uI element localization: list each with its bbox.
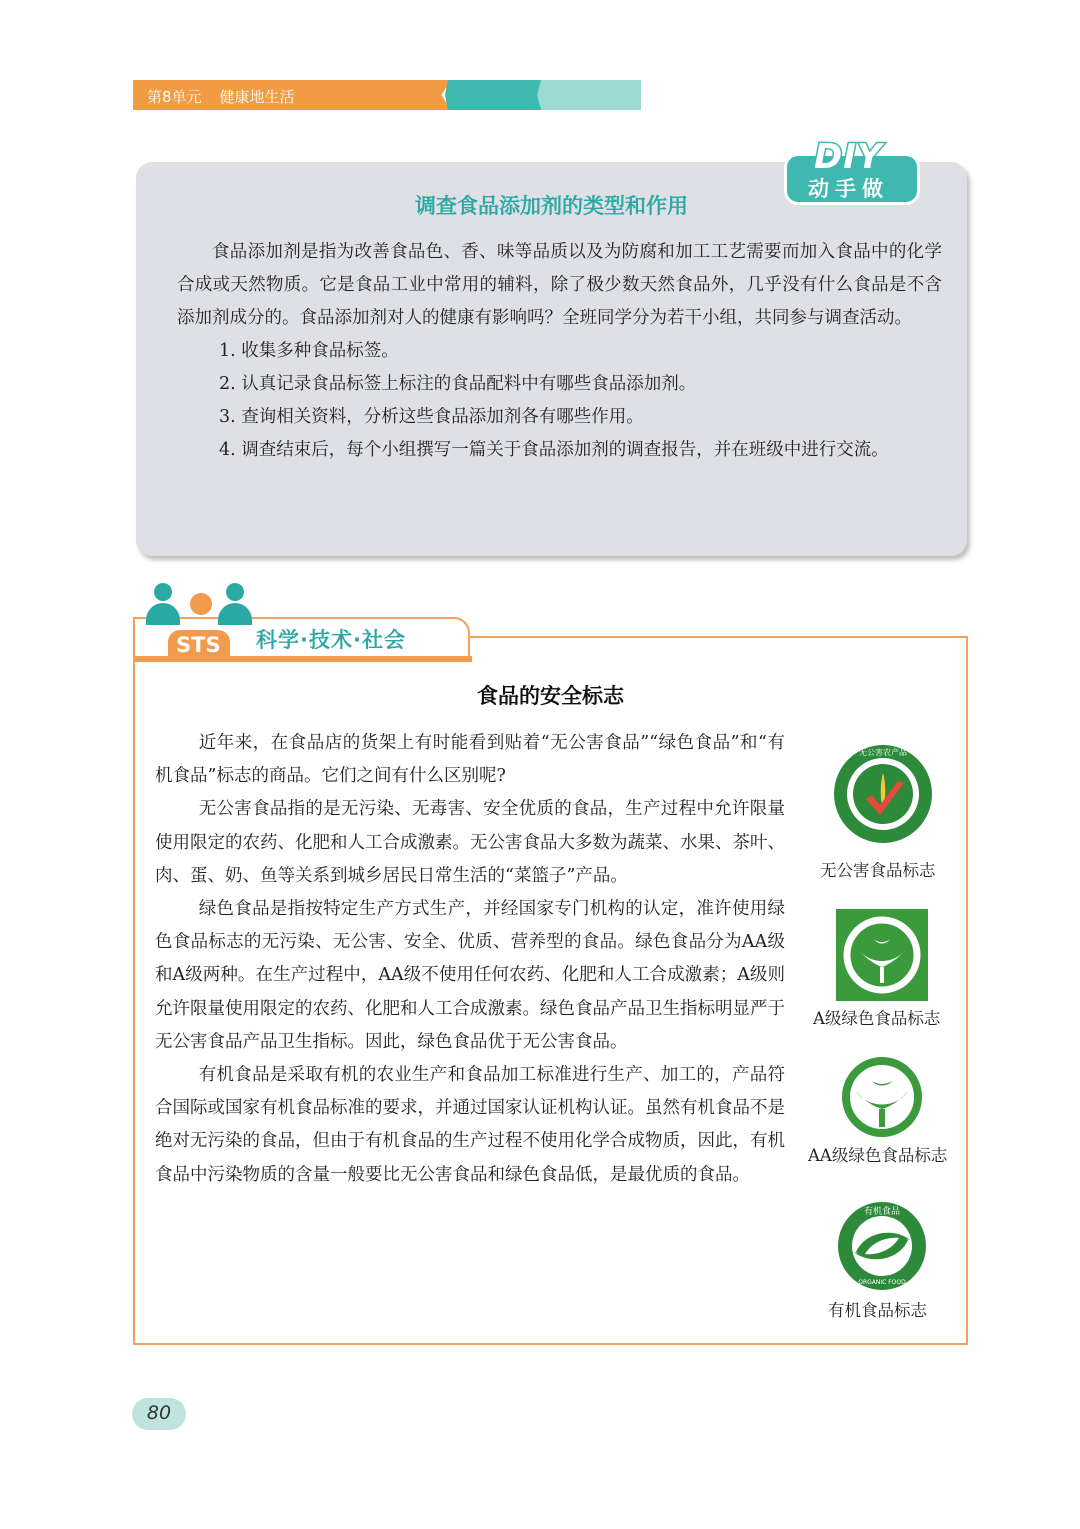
aa-green-food-logo-icon [836,1055,928,1139]
unit-label: 第8单元 [147,88,202,106]
page-number: 80 [146,1402,172,1424]
organic-caption: 有机食品标志 [828,1301,927,1320]
header-teal-band [445,80,545,110]
diy-item-3: 3. 查询相关资料，分析这些食品添加剂各有哪些作用。 [219,407,644,427]
header-light-teal-band [537,80,641,110]
page-number-badge [132,1398,186,1430]
svg-text:有机食品: 有机食品 [863,1207,901,1217]
sts-paragraph: 无公害食品指的是无污染、无毒害、安全优质的食品，生产过程中允许限量使用限定的农药、化肥和人工合成激素。无公害食品大多数为蔬菜、水果、茶叶、肉、蛋、奶、鱼等关系到城乡居民日常生活的“菜篮子”产品。 [155,799,785,886]
unit-title: 健康地生活 [219,88,295,106]
organic-food-logo-icon [836,1200,928,1292]
sts-title: 食品的安全标志 [477,684,624,708]
wugonghai-food-logo-icon [832,743,934,845]
sts-section-label: 科学·技术·社会 [256,628,406,652]
diy-item-2: 2. 认真记录食品标签上标注的食品配料中有哪些食品添加剂。 [219,374,697,394]
diy-body [177,236,942,467]
diy-badge-zh: 动手做 [808,177,889,201]
sts-logo: STS [168,630,230,660]
sts-paragraph: 有机食品是采取有机的农业生产和食品加工标准进行生产、加工的，产品符合国际或国家有机食品标准的要求，并通过国家认证机构认证。虽然有机食品不是绝对无污染的食品，但由于有机食品的生产过程不使用化学合成物质，因此，有机食品中污染物质的含量一般要比无公害食品和绿色食品低，是最优质的食品。 [155,1065,785,1185]
svg-text:无公害农产品: 无公害农产品 [859,748,907,757]
diy-item-1: 1. 收集多种食品标签。 [219,341,399,361]
svg-text:ORGANIC FOOD: ORGANIC FOOD [858,1279,906,1286]
a-green-food-logo-icon [836,909,928,1001]
aa-green-caption: AA级绿色食品标志 [808,1146,948,1165]
sts-paragraph: 近年来，在食品店的货架上有时能看到贴着“无公害食品”“绿色食品”和“有机食品”标志的商品。它们之间有什么区别呢? [155,733,785,787]
sts-body [155,727,785,1192]
diy-intro: 食品添加剂是指为改善食品色、香、味等品质以及为防腐和加工工艺需要而加入食品中的化学合成或天然物质。它是食品工业中常用的辅料，除了极少数天然食品外，几乎没有什么食品是不含添加剂成分的。食品添加剂对人的健康有影响吗？全班同学分为若干小组，共同参与调查活动。 [177,242,942,328]
sts-paragraph: 绿色食品是指按特定生产方式生产，并经国家专门机构的认定，准许使用绿色食品标志的无污染、无公害、安全、优质、营养型的食品。绿色食品分为AA级和A级两种。在生产过程中，AA级不使用任何农药、化肥和人工合成激素；A级则允许限量使用限定的农药、化肥和人工合成激素。绿色食品产品卫生指标明显严于无公害食品产品卫生指标。因此，绿色食品优于无公害食品。 [155,899,785,1052]
diy-badge-en: DIY [814,137,883,177]
wugonghai-caption: 无公害食品标志 [820,861,936,880]
diy-title: 调查食品添加剂的类型和作用 [415,194,688,218]
diy-item-4: 4. 调查结束后，每个小组撰写一篇关于食品添加剂的调查报告，并在班级中进行交流。 [219,440,889,460]
chapter-header [133,80,641,110]
a-green-caption: A级绿色食品标志 [813,1009,941,1028]
